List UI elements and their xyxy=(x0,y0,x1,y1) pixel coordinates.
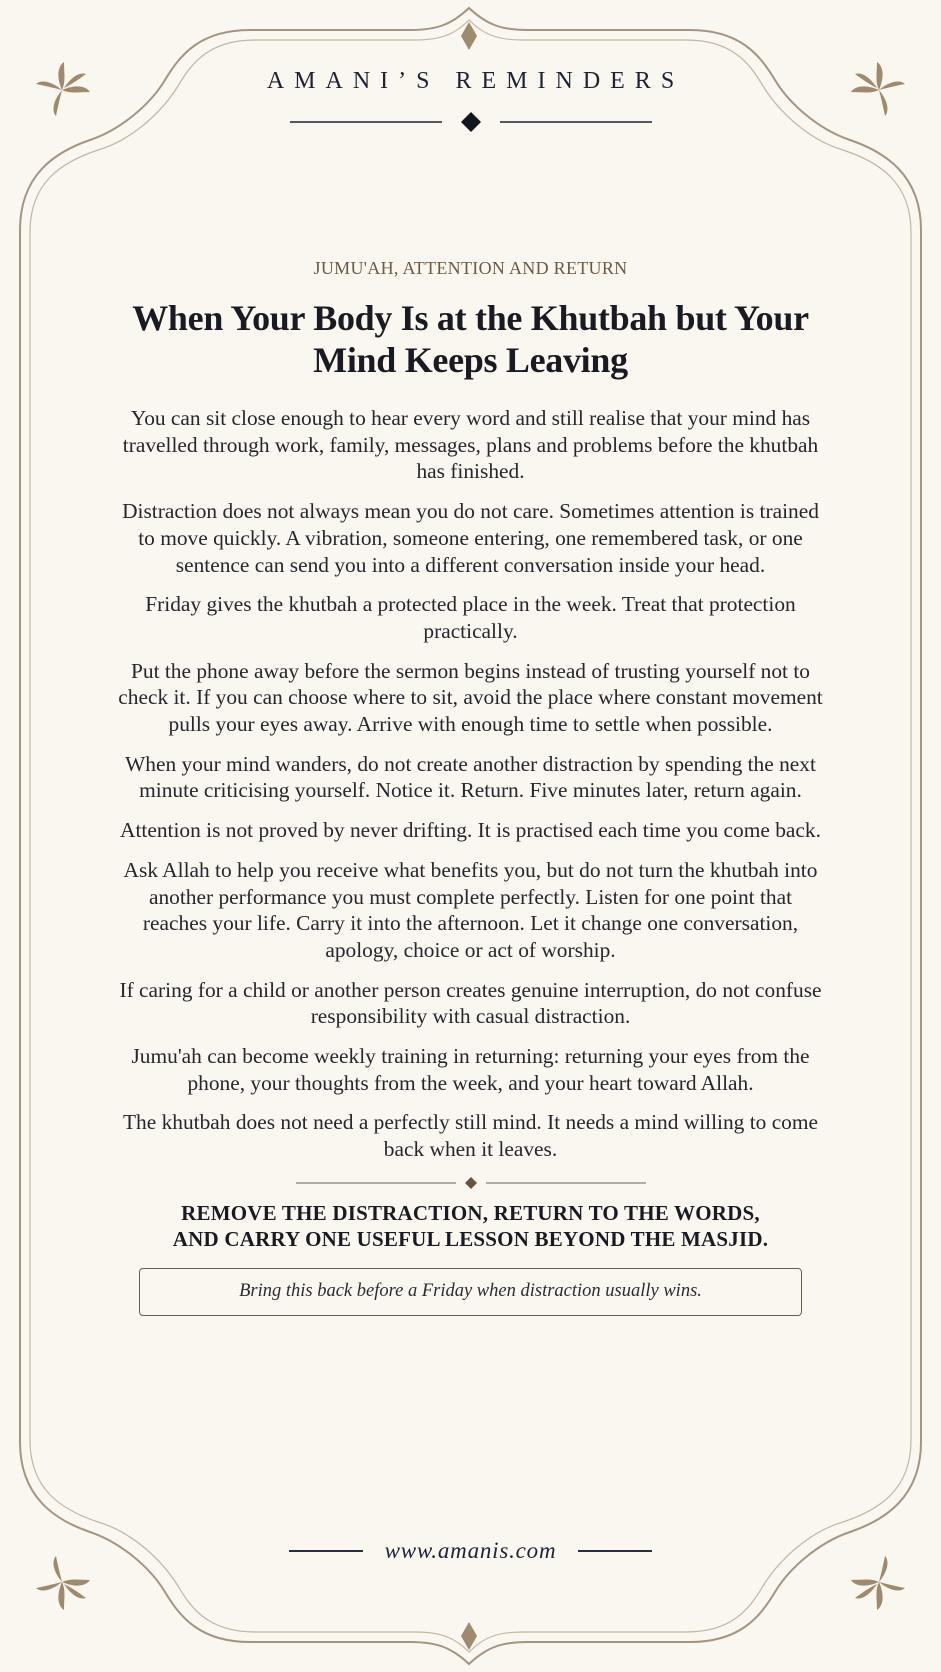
paragraph: Put the phone away before the sermon begins instead of trusting yourself not to check it. If you can choose where to sit, avoid the place where constant movement pulls your eyes away. Arrive with enough time to settle when possible. xyxy=(118,658,823,737)
paragraph: Jumu'ah can become weekly training in returning: returning your eyes from the phone, your thoughts from the week, and your heart toward Allah. xyxy=(131,1044,810,1095)
paragraph: Distraction does not always mean you do not care. Sometimes attention is trained to move quickly. A vibration, someone entering, one remembered task, or one sentence can send you into a different conversation inside your head. xyxy=(122,499,819,577)
section-divider xyxy=(296,1176,646,1190)
diamond-icon xyxy=(465,1177,477,1189)
diamond-icon xyxy=(461,112,481,132)
paragraph: You can sit close enough to hear every word and still realise that your mind has travelled through work, family, messages, plans and problems before the khutbah has finished. xyxy=(122,406,819,484)
paragraph: The khutbah does not need a perfectly still mind. It needs a mind willing to come back when it leaves. xyxy=(122,1110,819,1162)
website-link[interactable]: www.amanis.com xyxy=(384,1538,557,1563)
brand-name: AMANI’S REMINDERS xyxy=(266,68,685,94)
brand-divider xyxy=(290,112,652,132)
title-line: Mind Keeps Leaving xyxy=(313,340,628,380)
paragraph: When your mind wanders, do not create another distraction by spending the next minute criticising yourself. Notice it. Return. Five minutes later, return again. xyxy=(125,751,816,803)
footer-rule xyxy=(289,1550,363,1552)
cta-line: REMOVE THE DISTRACTION, RETURN TO THE WORDS, xyxy=(181,1200,760,1225)
article-title xyxy=(115,297,826,381)
call-to-action xyxy=(115,1200,826,1252)
paragraph: If caring for a child or another person creates genuine interruption, do not confuse responsibility with casual distraction. xyxy=(119,977,822,1029)
diamond-icon xyxy=(461,22,477,50)
diamond-icon xyxy=(461,1622,477,1650)
footer-rule xyxy=(578,1550,652,1552)
cta-line: AND CARRY ONE USEFUL LESSON BEYOND THE MASJID. xyxy=(172,1226,769,1251)
corner-flourish-icon xyxy=(851,1556,905,1610)
paragraph: Friday gives the khutbah a protected place in the week. Treat that protection practically. xyxy=(145,592,796,643)
article-kicker: JUMU'AH, ATTENTION AND RETURN xyxy=(313,258,628,278)
paragraph: Ask Allah to help you receive what benefits you, but do not turn the khutbah into another performance you must complete perfectly. Listen for one point that reaches your life. Carry it into the afternoon. Let it change one conversation, apology, choice or act of worship. xyxy=(123,857,818,962)
corner-flourish-icon xyxy=(36,1556,90,1610)
article xyxy=(115,258,826,1316)
footer xyxy=(0,1538,941,1564)
note-text: Bring this back before a Friday when distraction usually wins. xyxy=(239,1281,702,1302)
note-box xyxy=(139,1268,802,1316)
title-line: When Your Body Is at the Khutbah but Your xyxy=(132,298,809,338)
paragraph: Attention is not proved by never drifting. It is practised each time you come back. xyxy=(120,818,821,843)
